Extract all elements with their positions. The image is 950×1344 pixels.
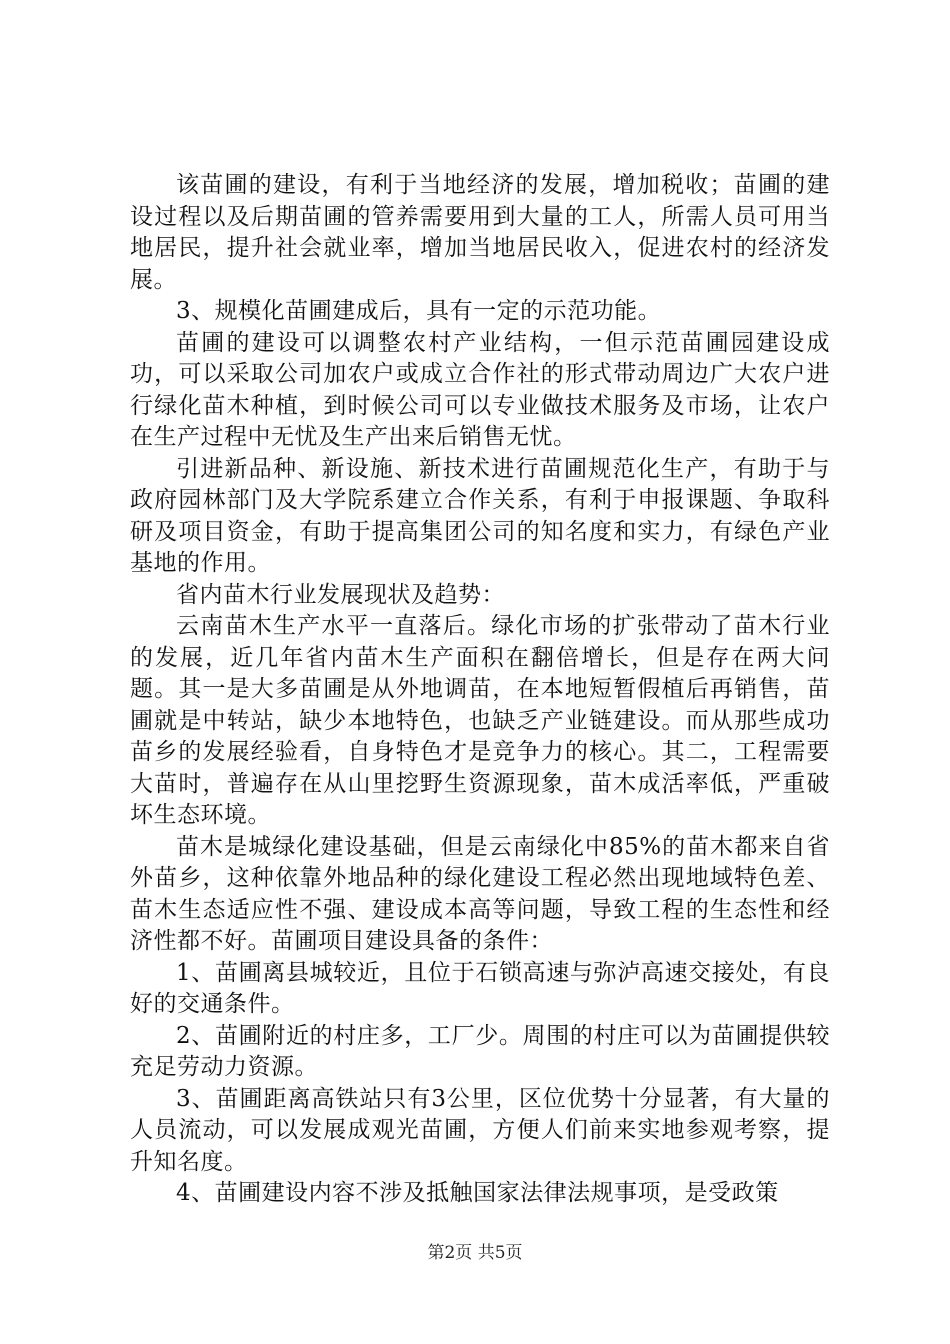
document-body — [130, 170, 830, 1210]
paragraph-new-technology: 引进新品种、新设施、新技术进行苗圃规范化生产，有助于与政府园林部门及大学院系建立合作关系，有利于申报课题、争取科研及项目资金，有助于提高集团公司的知名度和实力，有绿色产业基地的作用。 — [130, 455, 830, 576]
paragraph-condition-3: 3、苗圃距离高铁站只有3公里，区位优势十分显著，有大量的人员流动，可以发展成观光苗圃，方便人们前来实地参观考察，提升知名度。 — [130, 1085, 830, 1175]
paragraph-industry-status-heading: 省内苗木行业发展现状及趋势： — [176, 581, 505, 608]
page-footer: 第2页 共5页 — [427, 1243, 523, 1263]
paragraph-economic-benefit: 该苗圃的建设，有利于当地经济的发展，增加税收；苗圃的建设过程以及后期苗圃的管养需要用到大量的工人，所需人员可用当地居民，提升社会就业率，增加当地居民收入，促进农村的经济发展。 — [130, 172, 830, 293]
paragraph-greening-basis: 苗木是城绿化建设基础，但是云南绿化中85%的苗木都来自省外苗乡，这种依靠外地品种的绿化建设工程必然出现地域特色差、苗木生态适应性不强、建设成本高等问题，导致工程的生态性和经济性都不好。苗圃项目建设具备的条件： — [130, 833, 830, 954]
paragraph-condition-1: 1、苗圃离县城较近，且位于石锁高速与弥泸高速交接处，有良好的交通条件。 — [130, 959, 830, 1017]
paragraph-condition-4: 4、苗圃建设内容不涉及抵触国家法律法规事项，是受政策 — [176, 1180, 779, 1206]
paragraph-condition-2: 2、苗圃附近的村庄多，工厂少。周围的村庄可以为苗圃提供较充足劳动力资源。 — [130, 1022, 830, 1080]
paragraph-industry-structure: 苗圃的建设可以调整农村产业结构，一但示范苗圃园建设成功，可以采取公司加农户或成立合作社的形式带动周边广大农户进行绿化苗木种植，到时候公司可以专业做技术服务及市场，让农户在生产过程中无忧及生产出来后销售无忧。 — [130, 329, 830, 450]
paragraph-demonstration-heading: 3、规模化苗圃建成后，具有一定的示范功能。 — [176, 298, 662, 324]
paragraph-yunnan-status: 云南苗木生产水平一直落后。绿化市场的扩张带动了苗木行业的发展，近几年省内苗木生产面积在翻倍增长，但是存在两大问题。其一是大多苗圃是从外地调苗，在本地短暂假植后再销售，苗圃就是中转站，缺少本地特色，也缺乏产业链建设。而从那些成功苗乡的发展经验看，自身特色才是竞争力的核心。其二，工程需要大苗时，普遍存在从山里挖野生资源现象，苗木成活率低，严重破坏生态环境。 — [130, 613, 830, 828]
